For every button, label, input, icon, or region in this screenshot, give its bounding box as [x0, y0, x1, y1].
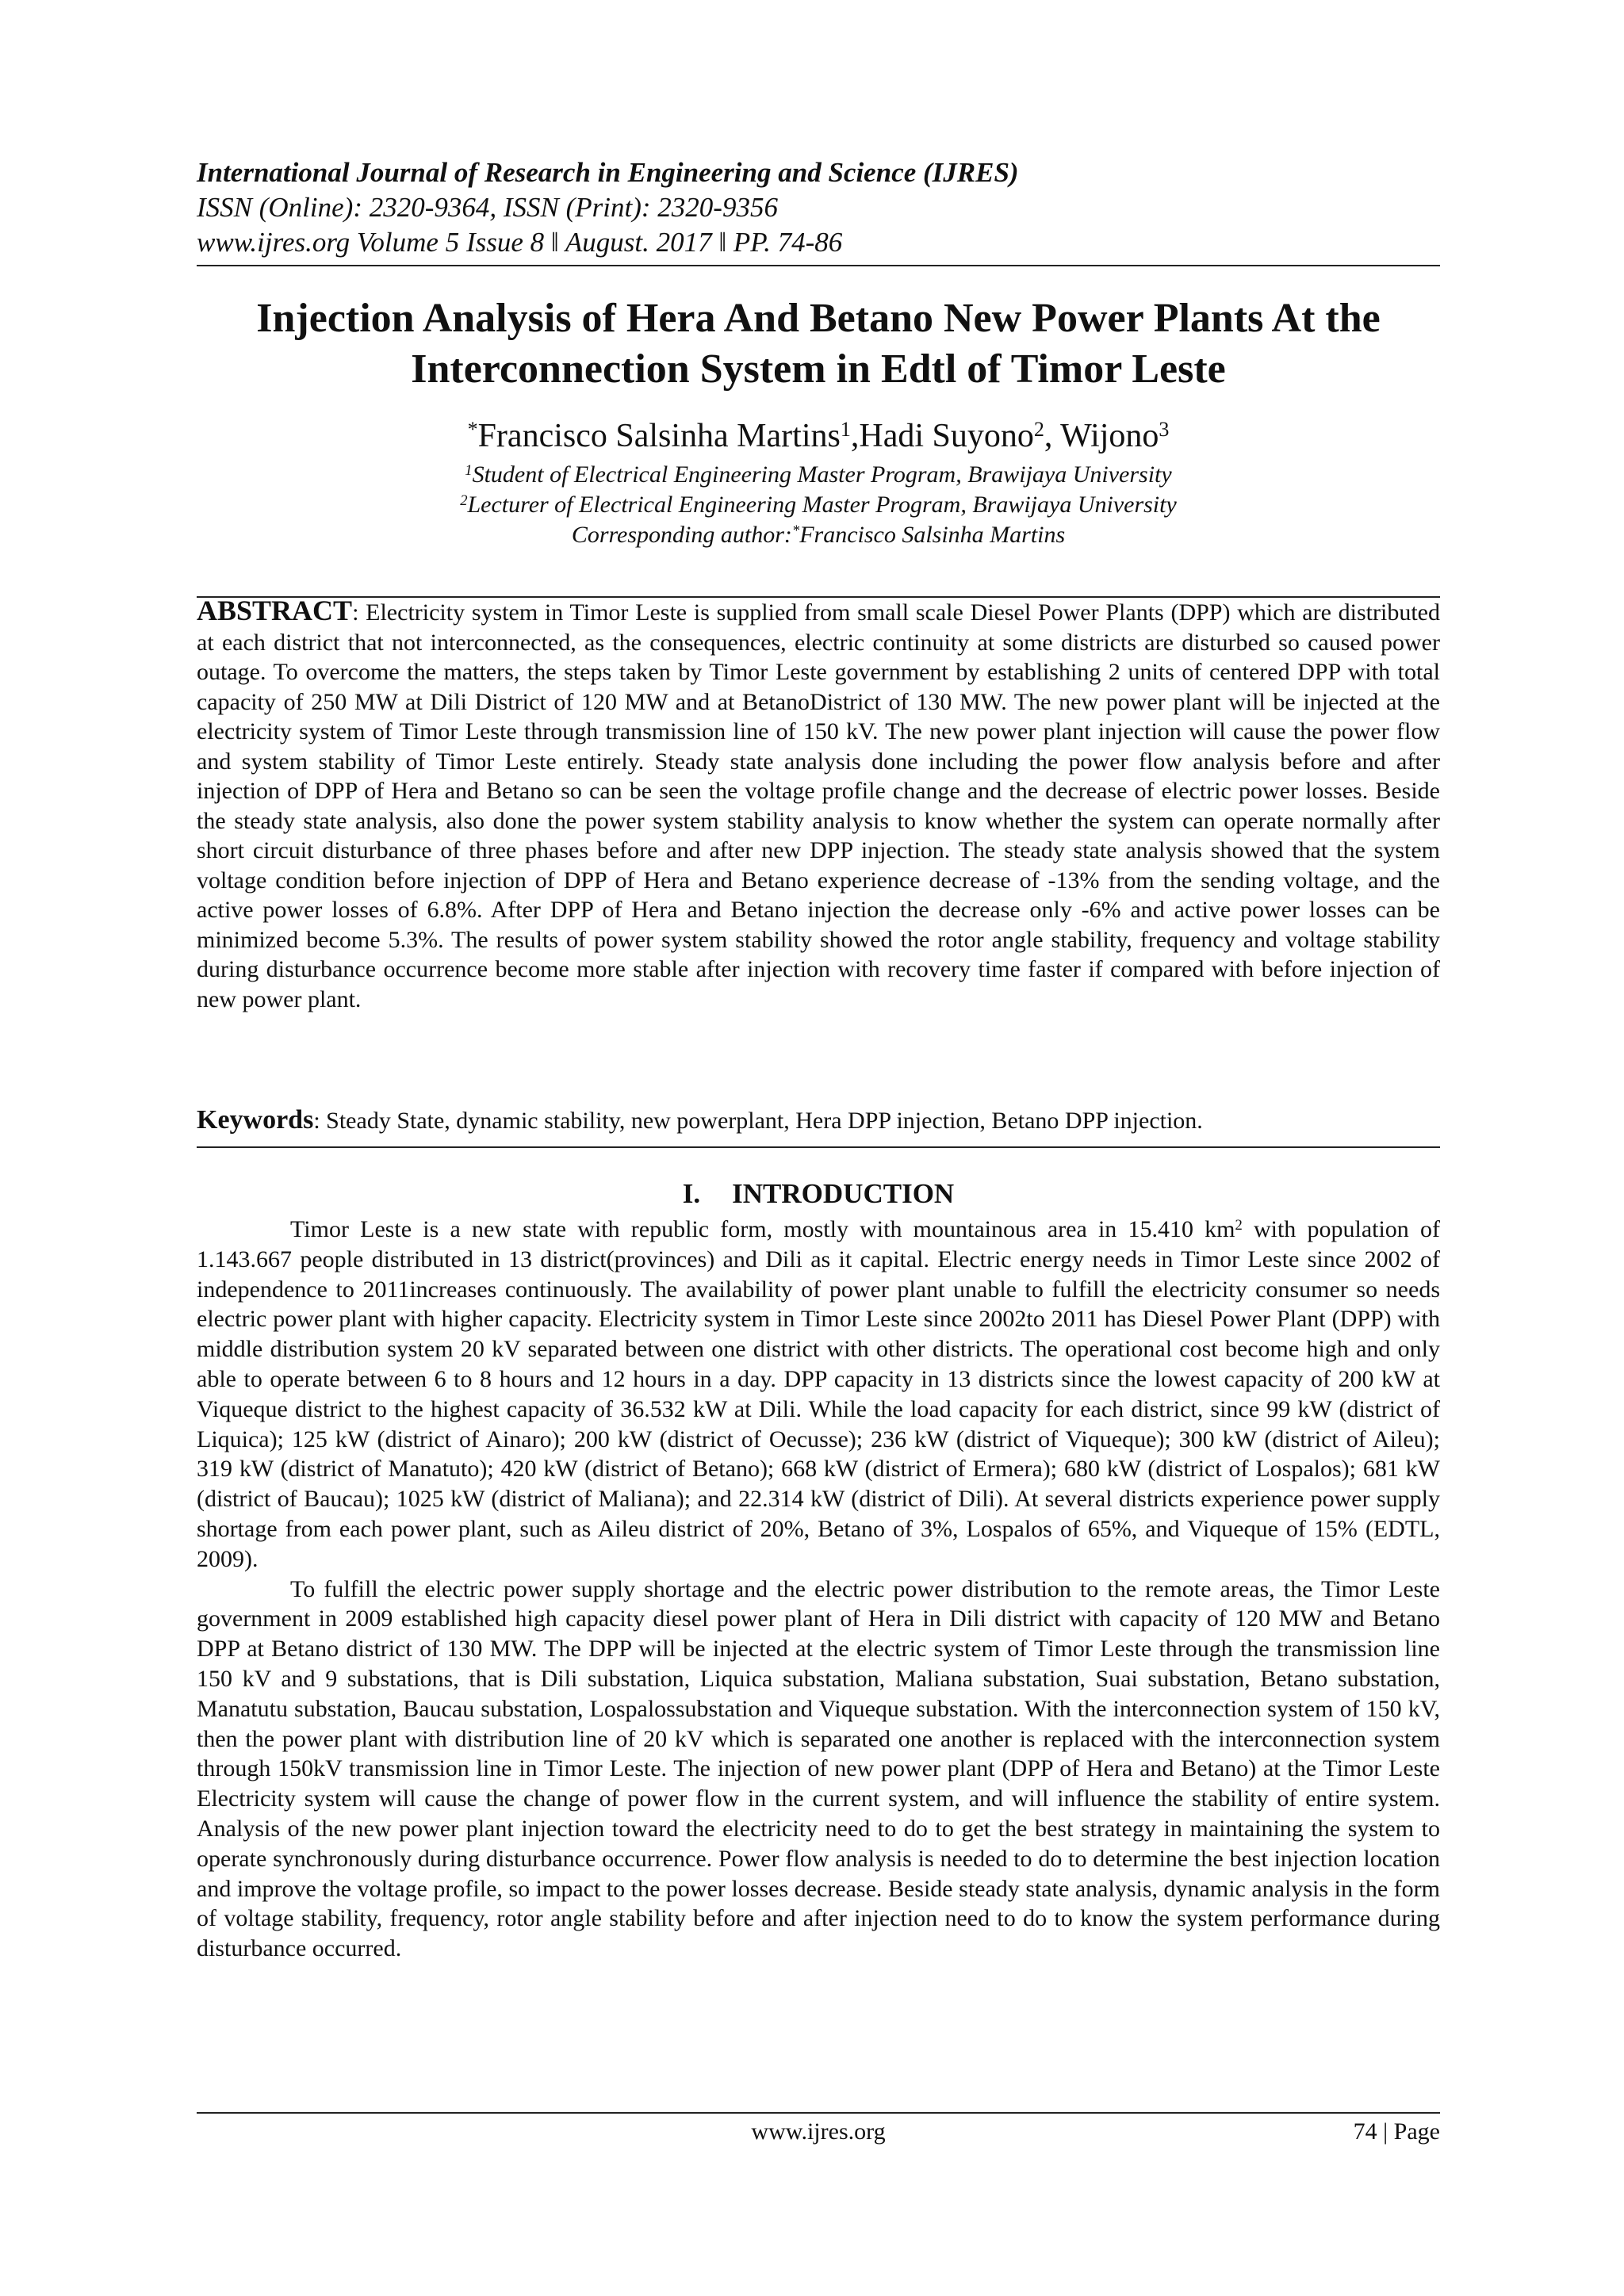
- corresponding-label: Corresponding author:: [571, 522, 792, 548]
- abstract: [197, 596, 1440, 1014]
- section-number: I.: [682, 1178, 701, 1209]
- author-3-mark: 3: [1159, 417, 1170, 441]
- affiliation-1: [197, 460, 1440, 490]
- affiliation-2: [197, 490, 1440, 520]
- abstract-text: : Electricity system in Timor Leste is supplied from small scale Diesel Power Plants (DPP) which are distributed at each district that not interconnected, as the consequences, electric continuity at some districts are disturbed so caused power outage. To overcome the matters, the steps taken by Timor Leste government by establishing 2 units of centered DPP with total capacity of 250 MW at Dili District of 120 MW and at BetanoDistrict of 130 MW. The new power plant will be injected at the electricity system of Timor Leste through transmission line of 150 kV. The new power plant injection will cause the power flow and system stability of Timor Leste entirely. Steady state analysis done including the power flow analysis before and after injection of DPP of Hera and Betano so can be seen the voltage profile change and the decrease of electric power losses. Beside the steady state analysis, also done the power system stability analysis to know whether the system can operate normally after short circuit disturbance of three phases before and after new DPP injection. The steady state analysis showed that the system voltage condition before injection of DPP of Hera and Betano experience decrease of -13% from the sending voltage, and the active power losses of 6.8%. After DPP of Hera and Betano injection the decrease only -6% and active power losses can be minimized become 5.3%. The results of power system stability showed the rotor angle stability, frequency and voltage stability during disturbance occurrence become more stable after injection with recovery time faster if compared with before injection of new power plant.: [197, 599, 1440, 1012]
- keywords-divider: [197, 1146, 1440, 1148]
- journal-name: International Journal of Research in Engineering and Science (IJRES): [197, 157, 1019, 188]
- corresponding-star: *: [791, 522, 800, 539]
- author-block: [197, 412, 1440, 550]
- abstract-label: ABSTRACT: [197, 595, 353, 626]
- corresponding-name: Francisco Salsinha Martins: [799, 522, 1066, 548]
- introduction-body: [197, 1215, 1440, 1964]
- affiliation-1-text: Student of Electrical Engineering Master Program, Brawijaya University: [472, 461, 1172, 488]
- intro-paragraph-2: To fulfill the electric power supply shortage and the electric power distribution to the remote areas, the Timor Leste government in 2009 established high capacity diesel power plant of Hera in Dili district with capacity of 120 MW and Betano DPP at Betano district of 130 MW. The DPP will be injected at the electric system of Timor Leste through the transmission line 150 kV and 9 substations, that is Dili substation, Liquica substation, Maliana substation, Suai substation, Betano substation, Manatutu substation, Baucau substation, Lospalossubstation and Viqueque substation. With the interconnection system of 150 kV, then the power plant with distribution line of 20 kV which is separated one another is replaced with the interconnection system through 150kV transmission line in Timor Leste. The injection of new power plant (DPP of Hera and Betano) at the Timor Leste Electricity system will cause the change of power flow in the current system, and will influence the stability of entire system. Analysis of the new power plant injection toward the electricity need to do to get the best strategy in maintaining the system to operate synchronously during disturbance occurrence. Power flow analysis is needed to do to determine the best injection location and improve the voltage profile, so impact to the power losses decrease. Beside steady state analysis, dynamic analysis in the form of voltage stability, frequency, rotor angle stability before and after injection need to do to know the system performance during disturbance occurred.: [197, 1575, 1440, 1962]
- affiliation-2-mark: 2: [460, 492, 468, 509]
- footer-page-number: 74 | Page: [1353, 2118, 1440, 2145]
- author-2-mark: 2: [1033, 417, 1044, 441]
- author-2: ,Hadi Suyono: [850, 418, 1034, 454]
- km-superscript: 2: [1235, 1216, 1243, 1234]
- section-heading: [197, 1177, 1440, 1211]
- paper-title: [197, 293, 1440, 395]
- journal-volume: www.ijres.org Volume 5 Issue 8 ǁ August. 2017 ǁ PP. 74-86: [197, 227, 843, 258]
- author-names: [197, 412, 1440, 460]
- keywords: [197, 1105, 1440, 1136]
- author-star: *: [467, 417, 478, 441]
- title-line-1: Injection Analysis of Hera And Betano New Power Plants At the: [256, 296, 1381, 341]
- title-line-2: Interconnection System in Edtl of Timor Leste: [411, 346, 1226, 392]
- author-3: , Wijono: [1044, 418, 1159, 454]
- corresponding-author: [197, 520, 1440, 550]
- author-1: Francisco Salsinha Martins: [477, 418, 841, 454]
- keywords-text: : Steady State, dynamic stability, new powerplant, Hera DPP injection, Betano DPP injection.: [313, 1108, 1203, 1134]
- intro-paragraph-1: [197, 1215, 1440, 1575]
- footer-divider: [197, 2112, 1440, 2114]
- author-1-mark: 1: [840, 417, 851, 441]
- affiliation-1-mark: 1: [465, 461, 473, 479]
- journal-issn: ISSN (Online): 2320-9364, ISSN (Print): 2320-9356: [197, 192, 778, 223]
- footer-site: www.ijres.org: [751, 2118, 886, 2145]
- section-title: INTRODUCTION: [732, 1178, 955, 1209]
- affiliation-2-text: Lecturer of Electrical Engineering Master Program, Brawijaya University: [467, 492, 1177, 518]
- journal-header: [197, 155, 1440, 260]
- header-divider: [197, 265, 1440, 266]
- intro-p1-part-a: Timor Leste is a new state with republic form, mostly with mountainous area in 15.410 km: [290, 1216, 1235, 1242]
- intro-p1-part-b: with population of 1.143.667 people distributed in 13 district(provinces) and Dili as it capital. Electric energy needs in Timor Leste since 2002 of independence to 2011increases continuously. The availability of power plant unable to fulfill the electricity consumer so needs electric power plant with higher capacity. Electricity system in Timor Leste since 2002to 2011 has Diesel Power Plant (DPP) with middle distribution system 20 kV separated between one district with other districts. The operational cost become high and only able to operate between 6 to 8 hours and 12 hours in a day. DPP capacity in 13 districts since the lowest capacity of 200 kW at Viqueque district to the highest capacity of 36.532 kW at Dili. While the load capacity for each district, since 99 kW (district of Liquica); 125 kW (district of Ainaro); 200 kW (district of Oecusse); 236 kW (district of Viqueque); 300 kW (district of Aileu); 319 kW (district of Manatuto); 420 kW (district of Betano); 668 kW (district of Ermera); 680 kW (district of Lospalos); 681 kW (district of Baucau); 1025 kW (district of Maliana); and 22.314 kW (district of Dili). At several districts experience power supply shortage from each power plant, such as Aileu district of 20%, Betano of 3%, Lospalos of 65%, and Viqueque of 15% (EDTL, 2009).: [197, 1216, 1440, 1572]
- keywords-label: Keywords: [197, 1105, 314, 1135]
